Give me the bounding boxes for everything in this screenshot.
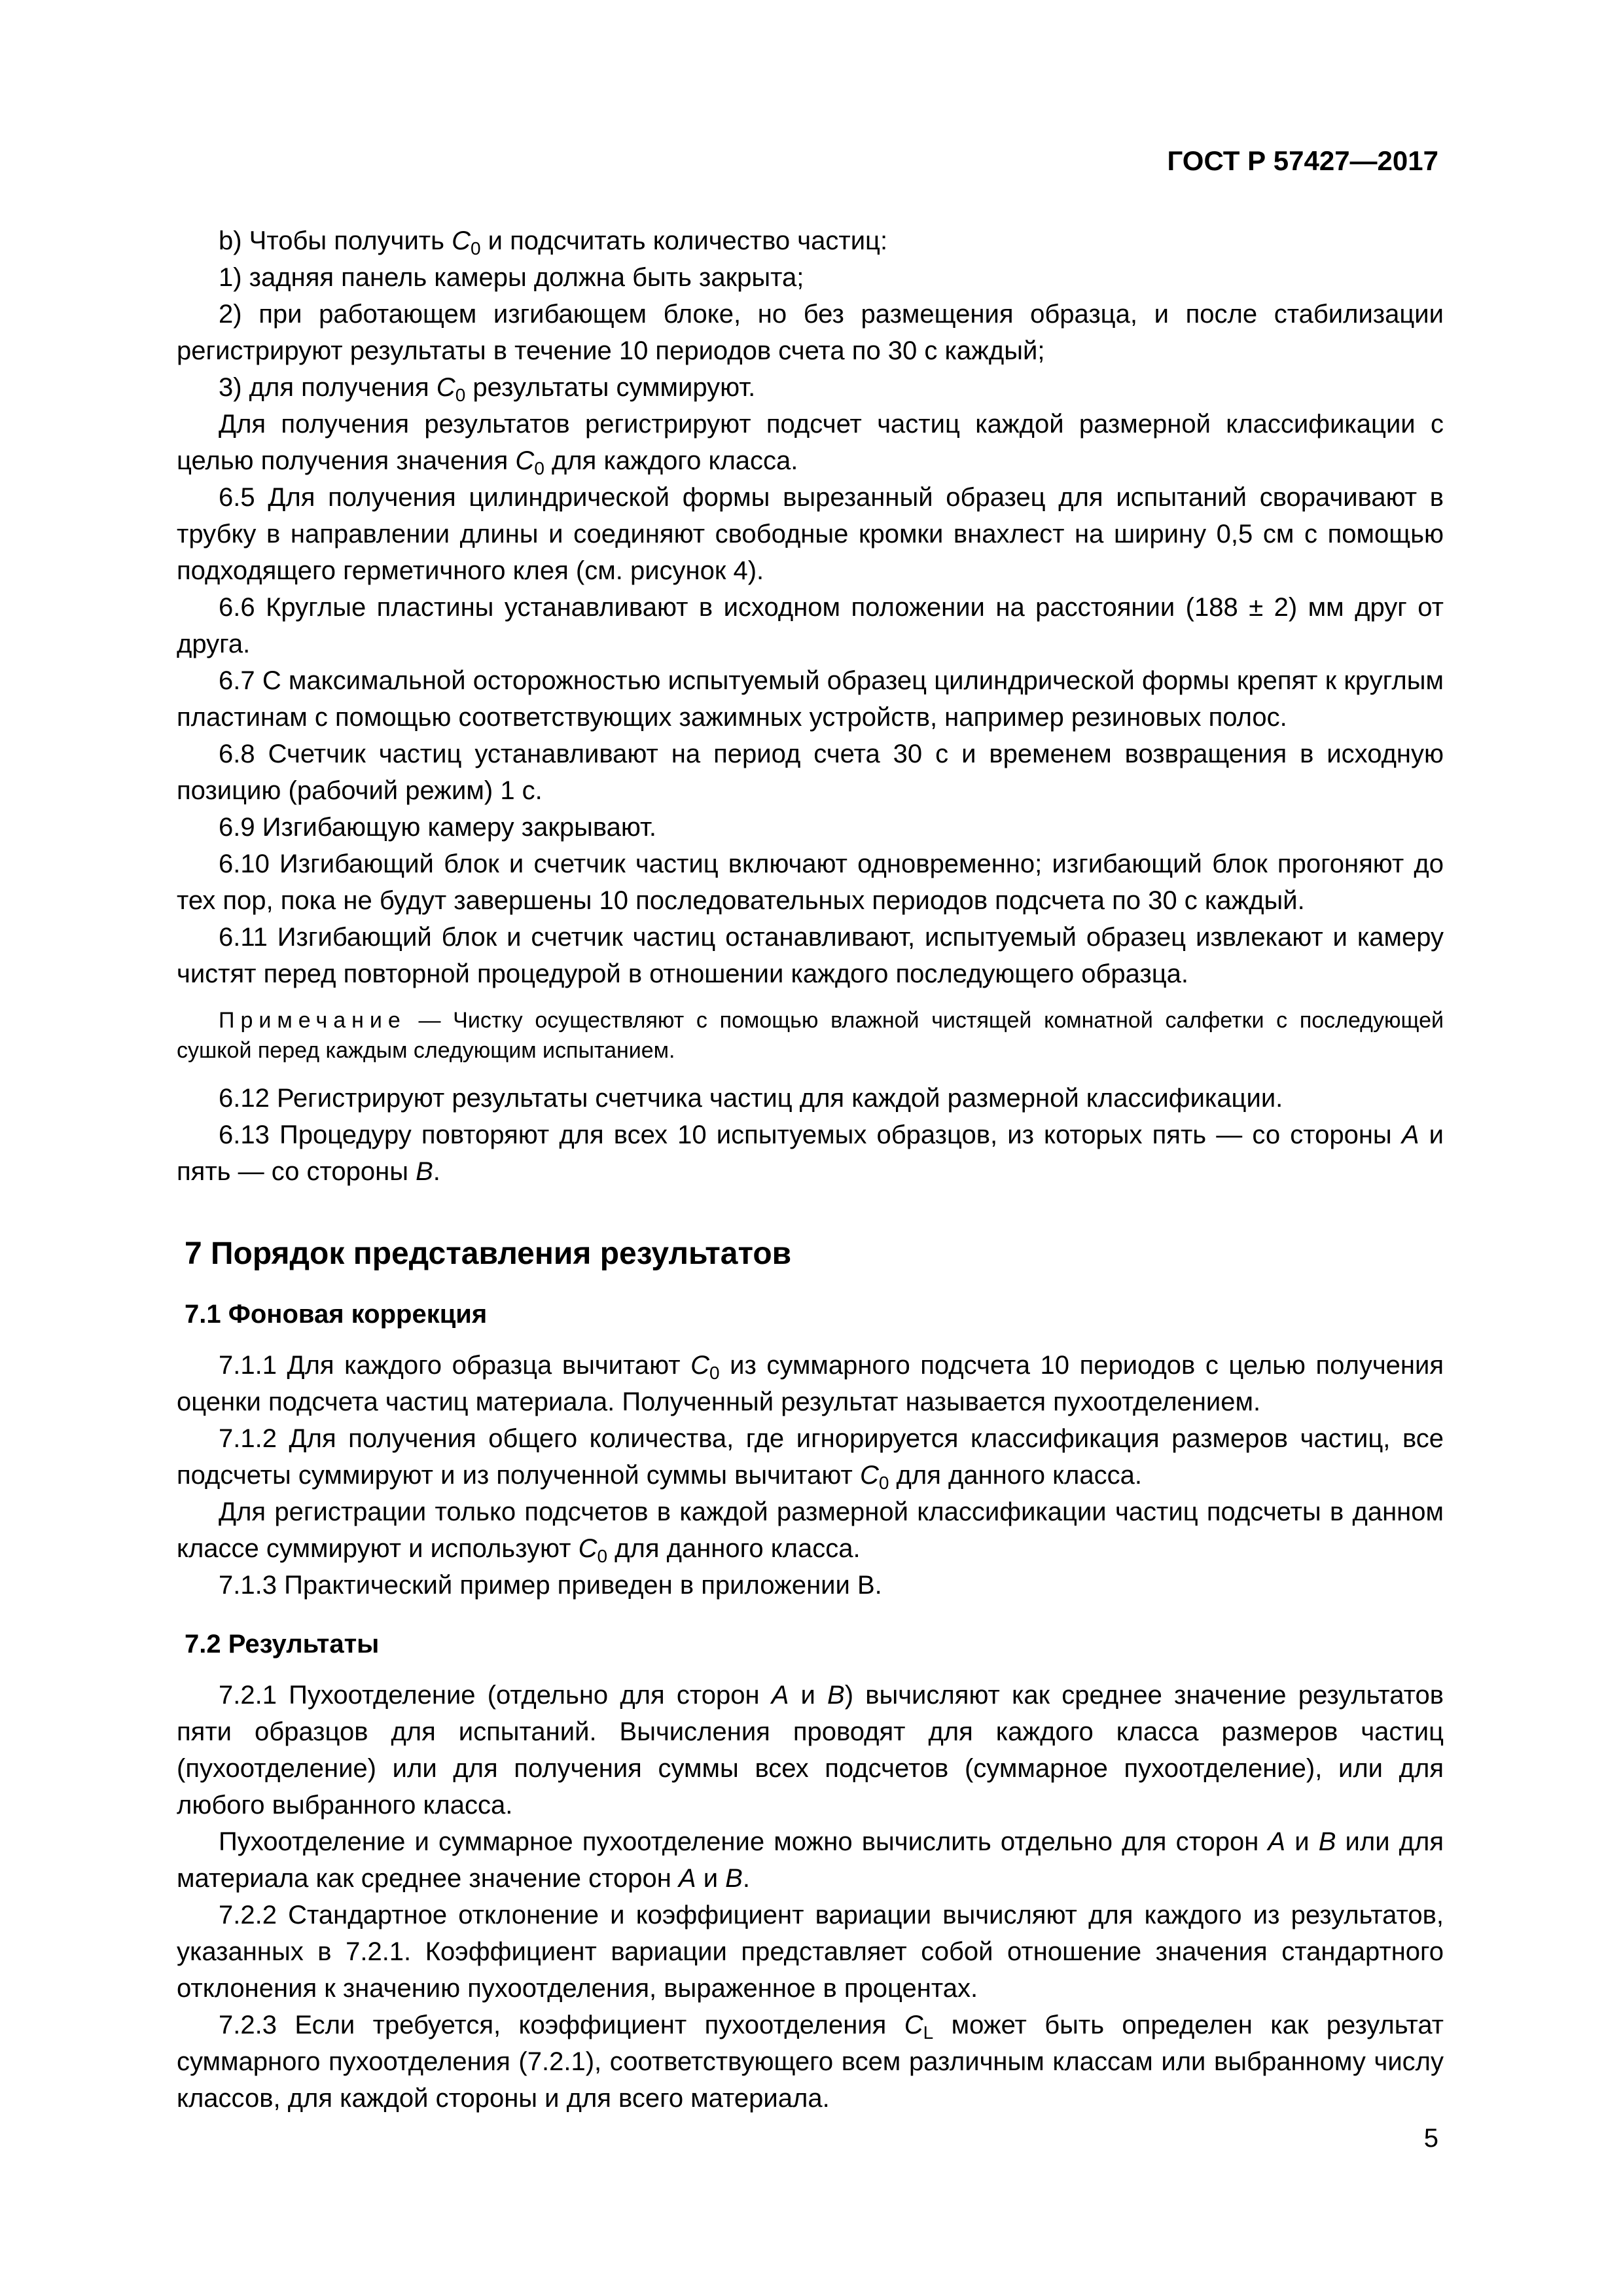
paragraph-7-2-summary: Пухоотделение и суммарное пухоотделение можно вычислить отдельно для сторон A и B или для материала как среднее значение сторон A и B. bbox=[177, 1827, 1444, 1893]
paragraph-b2: 2) при работающем изгибающем блоке, но без размещения образца, и после стабилизации регистрируют результаты в течение 10 периодов счета по 30 с каждый; bbox=[177, 300, 1444, 365]
paragraph-6-6: 6.6 Круглые пластины устанавливают в исходном положении на расстоянии (188 ± 2) мм друг от друга. bbox=[177, 593, 1444, 658]
paragraph-7-2-3: 7.2.3 Если требуется, коэффициент пухоотделения $C_L$ может быть определен как результат суммарного пухоотделения (7.2.1), соответствующего всем различным классам или выбранному числу классов, для каждой стороны и для всего материала. bbox=[177, 2011, 1444, 2113]
paragraph-b3: 3) для получения $C_0$ результаты суммируют. bbox=[219, 373, 756, 405]
page-number: 5 bbox=[1423, 2124, 1438, 2153]
paragraph-registration: Для получения результатов регистрируют подсчет частиц каждой размерной классификации с целью получения значения $C_0$ для каждого класса. bbox=[177, 410, 1444, 478]
paragraph-7-2-2: 7.2.2 Стандартное отклонение и коэффициент вариации вычисляют для каждого из результатов, указанных в 7.2.1. Коэффициент вариации представляет собой отношение значения стандартного отклонения к значению пухоотделения, выраженное в процентах. bbox=[177, 1901, 1444, 2003]
document-id-header: ГОСТ Р 57427—2017 bbox=[1167, 145, 1438, 176]
paragraph-6-12: 6.12 Регистрируют результаты счетчика частиц для каждой размерной классификации. bbox=[219, 1084, 1283, 1113]
paragraph-7-1-1: 7.1.1 Для каждого образца вычитают $C_0$ из суммарного подсчета 10 периодов с целью получения оценки подсчета частиц материала. Полученный результат называется пухоотделением. bbox=[177, 1351, 1444, 1416]
note-label: Примечание bbox=[219, 1008, 406, 1033]
subsection-7-2-heading: 7.2 Результаты bbox=[185, 1630, 380, 1659]
paragraph-6-5: 6.5 Для получения цилиндрической формы вырезанный образец для испытаний сворачивают в трубку в направлении длины и соединяют свободные кромки внахлест на ширину 0,5 см с помощью подходящего герметичного клея (см. рисунок 4). bbox=[177, 483, 1444, 585]
paragraph-b1: 1) задняя панель камеры должна быть закрыта; bbox=[219, 263, 804, 292]
paragraph-6-13: 6.13 Процедуру повторяют для всех 10 испытуемых образцов, из которых пять — со стороны A и пять — со стороны B. bbox=[177, 1121, 1444, 1186]
section-7-heading: 7 Порядок представления результатов bbox=[185, 1236, 792, 1271]
page-content bbox=[177, 223, 1444, 2117]
paragraph-6-9: 6.9 Изгибающую камеру закрывают. bbox=[219, 813, 656, 842]
paragraph-6-11: 6.11 Изгибающий блок и счетчик частиц останавливают, испытуемый образец извлекают и камеру чистят перед повторной процедурой в отношении каждого последующего образца. bbox=[177, 923, 1444, 988]
subsection-7-1-heading: 7.1 Фоновая коррекция bbox=[185, 1300, 488, 1329]
paragraph-6-8: 6.8 Счетчик частиц устанавливают на период счета 30 с и временем возвращения в исходную позицию (рабочий режим) 1 с. bbox=[177, 740, 1444, 805]
paragraph-7-1-2: 7.1.2 Для получения общего количества, где игнорируется классификация размеров частиц, все подсчеты суммируют и из полученной суммы вычитают $C_0$ для данного класса. bbox=[177, 1424, 1444, 1493]
paragraph-7-1-3: 7.1.3 Практический пример приведен в приложении В. bbox=[219, 1571, 882, 1600]
paragraph-b-intro: b) Чтобы получить $C_0$ и подсчитать количество частиц: bbox=[219, 226, 888, 259]
paragraph-7-2-1: 7.2.1 Пухоотделение (отдельно для сторон A и B) вычисляют как среднее значение результатов пяти образцов для испытаний. Вычисления проводят для каждого класса размеров частиц (пухоотделение) или для получения суммы всех подсчетов (суммарное пухоотделение), или для любого выбранного класса. bbox=[177, 1681, 1444, 1820]
paragraph-6-10: 6.10 Изгибающий блок и счетчик частиц включают одновременно; изгибающий блок прогоняют до тех пор, пока не будут завершены 10 последовательных периодов подсчета по 30 с каждый. bbox=[177, 850, 1444, 915]
paragraph-6-7: 6.7 С максимальной осторожностью испытуемый образец цилиндрической формы крепят к круглым пластинам с помощью соответствующих зажимных устройств, например резиновых полос. bbox=[177, 666, 1444, 732]
note-paragraph: Примечание — Чистку осуществляют с помощью влажной чистящей комнатной салфетки с последующей сушкой перед каждым следующим испытанием. bbox=[177, 1008, 1444, 1063]
paragraph-7-1-registration: Для регистрации только подсчетов в каждой размерной классификации частиц подсчеты в данном классе суммируют и используют $C_0$ для данного класса. bbox=[177, 1498, 1444, 1566]
